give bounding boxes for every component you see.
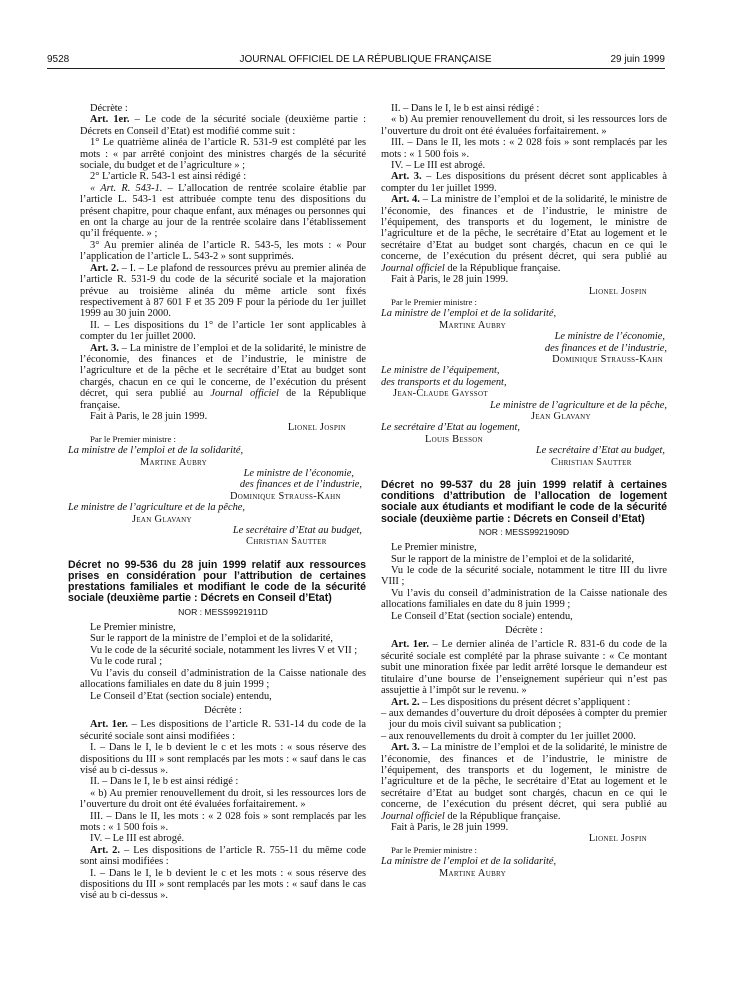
signature-name: Lionel Jospin (588, 285, 647, 297)
decree-title: Décret no 99-536 du 28 juin 1999 relatif aux ressources prises en considération pour l’attribution de certaines prestations familiales et modifiant le code de la sécurité sociale (deuxième partie : Décrets en Conseil d’Etat) (68, 558, 366, 605)
article-1 (381, 639, 667, 696)
article-1 (80, 719, 366, 742)
nor-reference: NOR : MESS9921909D (478, 526, 570, 537)
article-text: – Les dispositions de l’article R. 531-14 du code de la sécurité sociale sont ainsi modifiées : (80, 719, 366, 742)
article-label: Art. 3. (391, 171, 422, 183)
article-text: – La ministre de l’emploi et de la solidarité, le ministre de l’économie, des finances et de l’industrie, le ministre de l’équipement, des transports et du logement, le ministre de l’agriculture et de la pêche, le secrétaire d’Etat au logement et le secrétaire d’Etat au budget sont chargés, chacun en ce qui le concerne, de l’exécution du présent décret, qui sera publié au (381, 194, 667, 263)
signature-role: Par le Premier ministre : (90, 433, 176, 444)
article-text: – Les dispositions de l’article R. 755-11 du même code sont ainsi modifiées : (80, 844, 366, 868)
paragraph: II. – Les dispositions du 1° de l’article 1er sont applicables à compter du 1er juillet 2000. (80, 319, 366, 343)
paragraph: IV. – Le III est abrogé. (391, 160, 486, 172)
signature-role: des finances et de l’industrie, (239, 479, 362, 491)
signature-role: La ministre de l’emploi et de la solidarité, (68, 445, 244, 457)
article-label: Art. 1er. (90, 719, 128, 731)
signature-name: Dominique Strauss-Kahn (552, 353, 663, 365)
signature-role: Le ministre de l’agriculture et de la pêche, (68, 502, 245, 514)
paragraph: I. – Dans le I, le b devient le c et les mots : « sous réserve des dispositions du III » sont remplacés par les mots : « sauf dans le cas visé au b ci-dessus ». (80, 867, 366, 902)
signature-role: Le secrétaire d’Etat au logement, (381, 422, 520, 434)
signature-role: Le ministre de l’équipement, (381, 365, 500, 377)
article-3 (381, 171, 667, 194)
decrete-heading: Décrète : (505, 625, 543, 637)
signature-date: Fait à Paris, le 28 juin 1999. (90, 410, 208, 422)
list-item: – aux demandes d’ouverture du droit déposées à compter du premier jour du mois civil suivant sa publication ; (381, 707, 667, 731)
paragraph: IV. – Le III est abrogé. (90, 833, 185, 845)
article-reference: « Art. R. 543-1. (90, 182, 163, 194)
article-label: Art. 2. (90, 844, 120, 856)
paragraph: Sur le rapport de la ministre de l’emploi et de la solidarité, (391, 553, 634, 565)
paragraph: Vu le code de la sécurité sociale, notamment le titre III du livre VIII ; (381, 565, 667, 588)
article-text: – La ministre de l’emploi et de la solidarité, le ministre de l’économie, des finances et de l’industrie, le ministre de l’agriculture et de la pêche et le secrétaire d’Etat au budget sont chargés, chacun en ce qui le concerne, de l’exécution du présent décret, qui sera publié au (80, 342, 366, 400)
paragraph: Le Premier ministre, (391, 542, 477, 554)
article-3 (381, 742, 667, 822)
signature-role: Par le Premier ministre : (391, 844, 477, 855)
signature-role: Par le Premier ministre : (391, 296, 477, 307)
journal-title: JOURNAL OFFICIEL DE LA RÉPUBLIQUE FRANÇAISE (239, 54, 492, 65)
signature-role: Le ministre de l’économie, (554, 331, 665, 343)
header-rule (47, 68, 665, 69)
signature-role: Le ministre de l’économie, (243, 468, 354, 479)
signature-name: Jean-Claude Gayssot (393, 388, 488, 400)
page-number: 9528 (47, 54, 70, 65)
article-label: Art. 3. (90, 342, 119, 354)
article-2 (80, 845, 366, 868)
right-column (381, 103, 667, 879)
signature-role: La ministre de l’emploi et de la solidarité, (381, 308, 557, 320)
issue-date: 29 juin 1999 (610, 54, 665, 65)
article-text: de la République française. (444, 810, 561, 822)
journal-name: Journal officiel (381, 810, 445, 822)
decrete-heading: Décrète : (90, 103, 128, 114)
journal-name: Journal officiel (381, 262, 445, 274)
paragraph: 2° L’article R. 543-1 est ainsi rédigé : (90, 171, 247, 183)
article-text: – La ministre de l’emploi et de la solidarité, le ministre de l’économie, des finances et de l’industrie, le ministre de l’équipement, des transports et du logement, le ministre de l’agriculture et de la pêche, le secrétaire d’Etat au logement et le secrétaire d’Etat au budget sont chargés, chacun en ce qui le concerne, de l’exécution du présent décret, qui sera publié au (381, 742, 667, 811)
article-3 (80, 343, 366, 411)
signature-date: Fait à Paris, le 28 juin 1999. (391, 274, 509, 286)
signature-name: Martine Aubry (439, 867, 506, 879)
paragraph: Le Conseil d’Etat (section sociale) entendu, (90, 690, 272, 702)
paragraph: Vu le code de la sécurité sociale, notamment les livres V et VII ; (90, 644, 358, 656)
signature-name: Christian Sautter (246, 536, 327, 548)
paragraph: III. – Dans le II, les mots : « 2 028 fois » sont remplacés par les mots : « 1 500 fois ». (80, 810, 366, 833)
paragraph: Le Premier ministre, (90, 622, 176, 634)
paragraph: I. – Dans le I, le b devient le c et les mots : « sous réserve des dispositions du III » sont remplacés par les mots : « sauf dans le cas visé au b ci-dessus ». (80, 742, 366, 776)
paragraph: Sur le rapport de la ministre de l’emploi et de la solidarité, (90, 633, 333, 645)
left-column (68, 103, 366, 902)
signature-name: Dominique Strauss-Kahn (230, 490, 341, 502)
list-item: – aux renouvellements du droit à compter du 1er juillet 2000. (381, 730, 636, 742)
article-label: Art. 2. (391, 696, 420, 708)
article-1 (80, 114, 366, 137)
article-text: de la République française. (444, 262, 561, 274)
signature-role: Le ministre de l’agriculture et de la pêche, (490, 399, 667, 411)
signature-role: des transports et du logement, (381, 376, 507, 388)
signature-name: Martine Aubry (439, 319, 506, 331)
paragraph: « b) Au premier renouvellement du droit, si les ressources lors de l’ouverture du droit ont été évaluées forfaitairement. » (381, 114, 667, 137)
paragraph: Le Conseil d’Etat (section sociale) entendu, (391, 610, 573, 622)
paragraph: « b) Au premier renouvellement du droit, si les ressources lors de l’ouverture du droit ont été évaluées forfaitairement. » (80, 787, 366, 811)
decrete-heading: Décrète : (204, 704, 242, 716)
paragraph: II. – Dans le I, le b est ainsi rédigé : (90, 776, 239, 788)
journal-name: Journal officiel (210, 388, 279, 400)
article-label: Art. 4. (391, 194, 420, 206)
paragraph: 1° Le quatrième alinéa de l’article R. 531-9 est complété par les mots : « par arrêté conjoint des ministres chargés de la sécurité sociale, du budget et de l’agriculture » ; (80, 137, 366, 172)
article-4 (381, 194, 667, 274)
paragraph: II. – Dans le I, le b est ainsi rédigé : (391, 103, 540, 114)
article-label: Art. 1er. (90, 114, 130, 126)
signature-name: Lionel Jospin (588, 833, 647, 845)
article-text: – Les dispositions du présent décret s’appliquent : (419, 696, 631, 708)
article-label: Art. 3. (391, 742, 420, 754)
signature-name: Jean Glavany (531, 410, 591, 422)
signature-name: Christian Sautter (551, 456, 632, 468)
signature-name: Lionel Jospin (287, 422, 346, 434)
dash-list (381, 708, 667, 742)
paragraph: 3° Au premier alinéa de l’article R. 543-5, les mots : « Pour l’application de l’article L. 543-2 » sont supprimés. (80, 239, 366, 263)
nor-reference: NOR : MESS9921911D (178, 606, 268, 617)
paragraph (80, 183, 366, 240)
paragraph: III. – Dans le II, les mots : « 2 028 fois » sont remplacés par les mots : « 1 500 fois ». (381, 137, 667, 160)
paragraph: Vu l’avis du conseil d’administration de la Caisse nationale des allocations familiales en date du 8 juin 1999 ; (381, 587, 667, 611)
article-text: de la République française. (80, 388, 366, 411)
article-2 (381, 697, 667, 708)
signature-name: Martine Aubry (140, 456, 207, 468)
paragraph-text: – L’allocation de rentrée scolaire établie par l’article L. 543-1 est attribuée compte tenu des dispositions du présent chapitre, pour chaque enfant, aux ménages ou personnes qui en ont la charge au jour de la rentrée scolaire dans l’établissement qu’il fréquente. » ; (80, 182, 366, 240)
article-2 (80, 263, 366, 320)
article-text: – Le code de la sécurité sociale (deuxième partie : Décrets en Conseil d’Etat) est modifié comme suit : (80, 114, 366, 137)
article-label: Art. 1er. (391, 639, 429, 651)
article-text: – Les dispositions du présent décret sont applicables à compter du 1er juillet 1999. (381, 171, 667, 194)
article-text: – I. – Le plafond de ressources prévu au premier alinéa de l’article R. 531-9 du code de la sécurité sociale et la majoration prévue au troisième alinéa du même article sont fixés respectivement à 87 601 F et 35 209 F pour la période du 1er juillet 1999 au 30 juin 2000. (80, 262, 366, 320)
paragraph: Vu l’avis du conseil d’administration de la Caisse nationale des allocations familiales en date du 8 juin 1999 ; (80, 667, 366, 691)
signature-name: Jean Glavany (132, 513, 192, 525)
article-label: Art. 2. (90, 262, 119, 274)
article-text: – Le dernier alinéa de l’article R. 831-6 du code de la sécurité sociale est complété par la phrase suivante : « Ce montant subit une minoration fixée par ledit arrêté lorsque le demandeur est titulaire d’une bourse de l’enseignement supérieur qui n’est pas assujettie à l’impôt sur le revenu. » (381, 639, 667, 697)
signature-role: La ministre de l’emploi et de la solidarité, (381, 856, 557, 868)
signature-date: Fait à Paris, le 28 juin 1999. (391, 821, 509, 833)
signature-name: Louis Besson (425, 433, 483, 445)
signature-role: des finances et de l’industrie, (544, 342, 667, 354)
signature-role: Le secrétaire d’Etat au budget, (232, 525, 362, 537)
paragraph: Vu le code rural ; (90, 656, 163, 668)
decree-title: Décret no 99-537 du 28 juin 1999 relatif à certaines conditions d’attribution de l’allocation de logement sociale aux étudiants et modifiant le code de la sécurité sociale (deuxième partie : Décrets en Conseil d’Etat) (381, 479, 667, 525)
signature-role: Le secrétaire d’Etat au budget, (535, 445, 665, 457)
